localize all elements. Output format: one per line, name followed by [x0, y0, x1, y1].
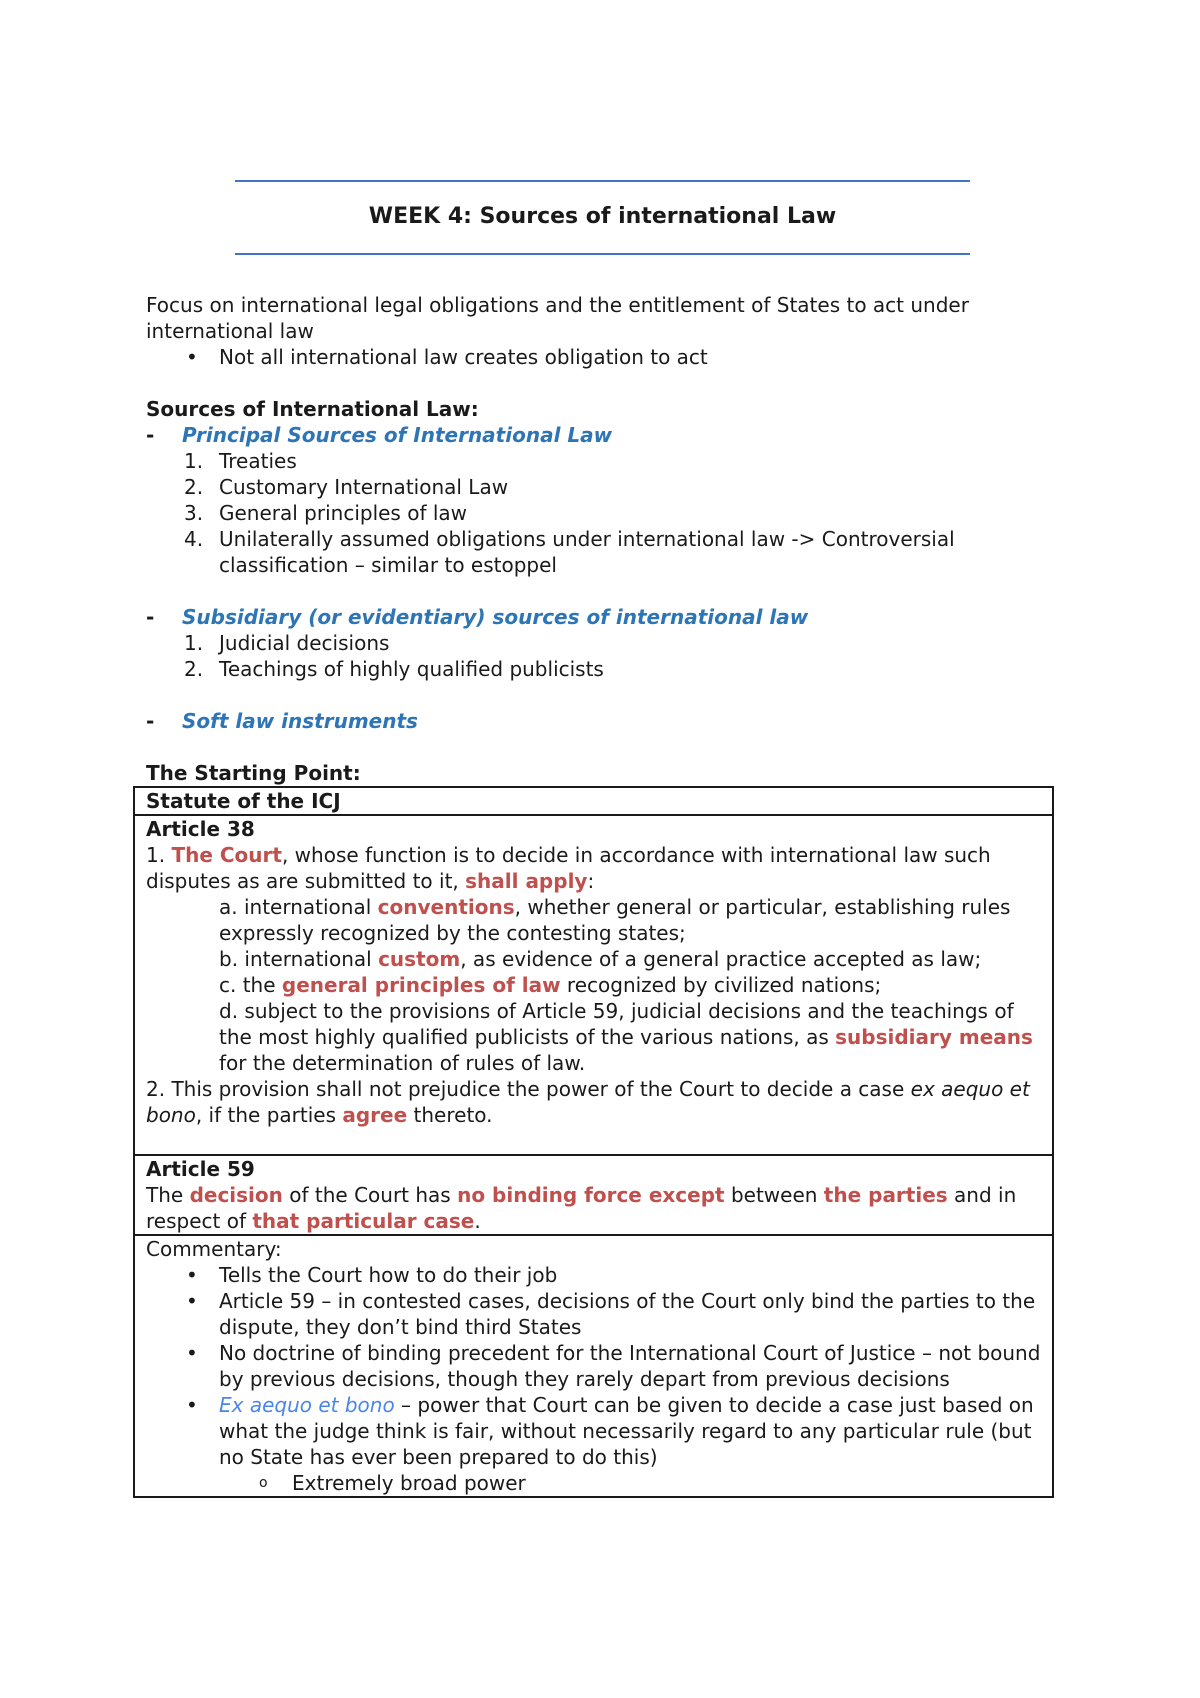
commentary-bullet: • No doctrine of binding precedent for the International Court of Justice – not bound by previous decisions, though they rarely depart from previous decisions	[146, 1340, 1041, 1392]
document-body	[146, 292, 1051, 786]
subsidiary-item: 1. Judicial decisions	[184, 631, 390, 655]
article-38-para-2: 2. This provision shall not prejudice the power of the Court to decide a case ex aequo et bono, if the parties agree thereto.	[146, 1077, 1030, 1127]
page-title: WEEK 4: Sources of international Law	[368, 204, 837, 229]
commentary-bullet: • Tells the Court how to do their job	[146, 1262, 1041, 1288]
intro-bullet: • Not all international law creates obligation to act	[146, 344, 1051, 370]
article-38-cell	[135, 816, 1052, 1156]
subsidiary-sources: - Subsidiary (or evidentiary) sources of international law	[146, 605, 809, 629]
principal-item: 4. Unilaterally assumed obligations under international law -> Controversial classification – similar to estoppel	[184, 527, 955, 577]
article-38-a: a. international conventions, whether general or particular, establishing rules expressly recognized by the contesting states;	[219, 895, 1011, 945]
statute-table	[133, 786, 1054, 1498]
commentary-heading: Commentary:	[146, 1237, 282, 1261]
soft-law: - Soft law instruments	[146, 709, 418, 733]
starting-point-heading: The Starting Point:	[146, 761, 361, 785]
article-38-para-1: 1. The Court, whose function is to decide in accordance with international law such disputes as are submitted to it, shall apply:	[146, 843, 991, 893]
title-block	[235, 180, 970, 255]
sources-heading: Sources of International Law:	[146, 397, 479, 421]
principal-item: 1. Treaties	[184, 449, 297, 473]
statute-title: Statute of the ICJ	[135, 788, 1052, 816]
article-59-cell	[135, 1156, 1052, 1236]
article-59-text: The decision of the Court has no binding force except between the parties and in respect of that particular case.	[146, 1183, 1017, 1233]
subsidiary-item: 2. Teachings of highly qualified publicists	[184, 657, 604, 681]
principal-item: 3. General principles of law	[184, 501, 468, 525]
article-38-heading: Article 38	[146, 817, 255, 841]
commentary-bullet: • Article 59 – in contested cases, decisions of the Court only bind the parties to the dispute, they don’t bind third States	[146, 1288, 1041, 1340]
commentary-sub-bullet: o Extremely broad power	[146, 1470, 1041, 1496]
article-38-b: b. international custom, as evidence of a general practice accepted as law;	[219, 947, 982, 971]
title-rule-bottom	[235, 253, 970, 255]
intro-text: Focus on international legal obligations and the entitlement of States to act under international law	[146, 293, 969, 343]
principal-item: 2. Customary International Law	[184, 475, 509, 499]
commentary-cell	[135, 1236, 1052, 1496]
principal-sources: - Principal Sources of International Law	[146, 423, 613, 447]
article-59-heading: Article 59	[146, 1157, 255, 1181]
commentary-bullet: • Ex aequo et bono – power that Court can be given to decide a case just based on what the judge think is fair, without necessarily regard to any particular rule (but no State has ever been prepared to do this)	[146, 1392, 1041, 1470]
article-38-d: d. subject to the provisions of Article 59, judicial decisions and the teachings of the most highly qualified publicists of the various nations, as subsidiary means for the determination of rules of law.	[219, 999, 1033, 1075]
article-38-c: c. the general principles of law recognized by civilized nations;	[219, 973, 882, 997]
